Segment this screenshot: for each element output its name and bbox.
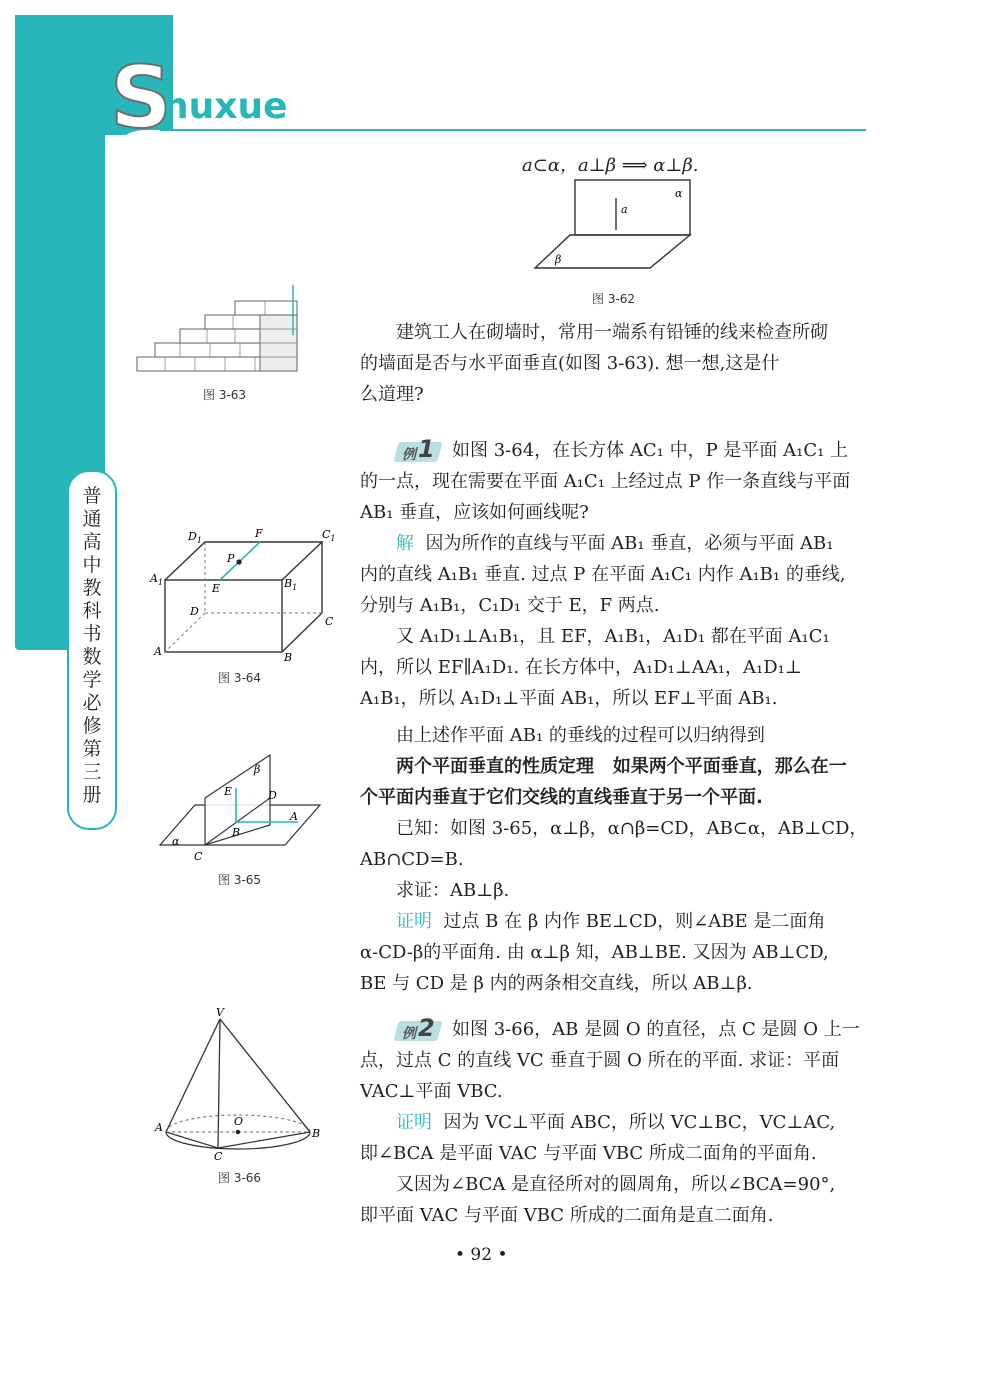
intro-line: 建筑工人在砌墙时，常用一端系有铅锤的线来检查所砌 [396, 322, 828, 343]
svg-text:P: P [227, 552, 235, 565]
svg-text:A: A [155, 1121, 163, 1134]
example-1-line: AB₁ 垂直，应该如何画线呢? [360, 502, 589, 523]
svg-text:C: C [325, 615, 334, 628]
example-1-line: 的一点，现在需要在平面 A₁C₁ 上经过点 P 作一条直线与平面 [360, 471, 851, 492]
svg-text:O: O [234, 1115, 244, 1128]
proof-line: 过点 B 在 β 内作 BE⊥CD，则∠ABE 是二面角 [443, 911, 826, 932]
example-1-line: 如图 3-64，在长方体 AC₁ 中，P 是平面 A₁C₁ 上 [452, 440, 849, 461]
solution-line: 因为所作的直线与平面 AB₁ 垂直，必须与平面 AB₁ [425, 533, 834, 554]
brand-title: huxue [163, 86, 288, 127]
theorem-statement: 如果两个平面垂直，那么在一 [612, 756, 847, 777]
theorem-statement: 个平面内垂直于它们交线的直线垂直于另一个平面. [360, 787, 763, 808]
example-2 [360, 1014, 872, 1231]
figure-3-64 [150, 525, 336, 665]
caption-3-64: 图 3-64 [218, 671, 262, 685]
formula-top: a⊂α，a⊥β ⟹ α⊥β. [522, 155, 699, 176]
svg-text:A: A [154, 645, 162, 658]
proof-label: 证明 [396, 911, 432, 932]
svg-text:C1: $C_1$ [322, 528, 336, 543]
proof-line: 即平面 VAC 与平面 VBC 所成的二面角是直二面角. [360, 1205, 774, 1226]
svg-text:A: A [290, 810, 298, 823]
caption-3-66: 图 3-66 [218, 1171, 262, 1185]
example-1-badge: 例 1 [396, 438, 442, 464]
intro-line: 么道理? [360, 384, 424, 405]
proof-line: BE 与 CD 是 β 内的两条相交直线，所以 AB⊥β. [360, 973, 753, 994]
svg-text:E: E [212, 582, 221, 595]
caption-3-63: 图 3-63 [203, 388, 247, 402]
intro-paragraph [360, 317, 868, 410]
svg-text:V: V [216, 1006, 224, 1019]
svg-text:B1: $B_1$ [284, 577, 298, 592]
intro-line: 的墙面是否与水平面垂直(如图 3-63). 想一想,这是什 [360, 353, 780, 374]
figure-3-66 [150, 1005, 325, 1165]
proof-line: 即∠BCA 是平面 VAC 与平面 VBC 所成二面角的平面角. [360, 1143, 817, 1164]
page-number: • 92 • [455, 1245, 508, 1265]
proof-line: 因为 VC⊥平面 ABC，所以 VC⊥BC，VC⊥AC, [443, 1112, 836, 1133]
sidebar-label: 普通高中教科书 数学 必修 第三册 [82, 485, 102, 806]
prove-line: 求证：AB⊥β. [396, 880, 510, 901]
svg-text:B: B [284, 651, 293, 664]
svg-text:B: B [312, 1127, 321, 1140]
svg-text:β: β [555, 253, 562, 266]
figure-3-63 [135, 285, 305, 380]
svg-text:a: a [621, 203, 628, 216]
figure-3-65 [150, 750, 325, 865]
known-line: 已知：如图 3-65，α⊥β，α∩β=CD，AB⊂α，AB⊥CD， [396, 818, 868, 839]
example-2-badge: 例 2 [396, 1017, 442, 1043]
example-2-line: 如图 3-66，AB 是圆 O 的直径，点 C 是圆 O 上一 [452, 1019, 860, 1040]
proof-line: 又因为∠BCA 是直径所对的圆周角，所以∠BCA=90°, [396, 1174, 836, 1195]
example-1 [360, 435, 870, 714]
svg-text:E: E [224, 785, 233, 798]
theorem-block [360, 720, 872, 999]
svg-text:D: D [190, 605, 199, 618]
solution-label: 解 [396, 533, 414, 554]
proof-line: α-CD-β的平面角. 由 α⊥β 知，AB⊥BE. 又因为 AB⊥CD, [360, 942, 829, 963]
svg-text:A1: $A_1$ [150, 572, 164, 587]
svg-text:α: α [675, 187, 683, 200]
proof-label: 证明 [396, 1112, 432, 1133]
svg-text:β: β [254, 763, 261, 776]
solution-line: 内，所以 EF∥A₁D₁. 在长方体中，A₁D₁⊥AA₁，A₁D₁⊥ [360, 657, 802, 678]
svg-text:D1: $D_1$ [188, 530, 202, 545]
solution-line: 分别与 A₁B₁，C₁D₁ 交于 E，F 两点. [360, 595, 660, 616]
known-line: AB∩CD=B. [360, 849, 464, 870]
theorem-lead: 由上述作平面 AB₁ 的垂线的过程可以归纳得到 [396, 725, 765, 746]
brand-initial: S [110, 48, 172, 148]
svg-text:F: F [255, 527, 263, 540]
example-2-line: VAC⊥平面 VBC. [360, 1081, 503, 1102]
svg-text:D: D [268, 789, 277, 802]
theorem-title: 两个平面垂直的性质定理 [396, 756, 594, 777]
svg-text:B: B [232, 826, 241, 839]
figure-3-62 [525, 175, 705, 275]
svg-text:C: C [194, 850, 203, 863]
solution-line: 内的直线 A₁B₁ 垂直. 过点 P 在平面 A₁C₁ 内作 A₁B₁ 的垂线, [360, 564, 846, 585]
svg-text:C: C [214, 1150, 223, 1163]
example-2-line: 点，过点 C 的直线 VC 垂直于圆 O 所在的平面. 求证：平面 [360, 1050, 840, 1071]
svg-text:α: α [172, 835, 180, 848]
header-rule [160, 129, 866, 131]
caption-3-65: 图 3-65 [218, 873, 262, 887]
solution-line: A₁B₁，所以 A₁D₁⊥平面 AB₁，所以 EF⊥平面 AB₁. [360, 688, 778, 709]
solution-line: 又 A₁D₁⊥A₁B₁，且 EF，A₁B₁，A₁D₁ 都在平面 A₁C₁ [396, 626, 830, 647]
caption-3-62: 图 3-62 [592, 292, 636, 306]
